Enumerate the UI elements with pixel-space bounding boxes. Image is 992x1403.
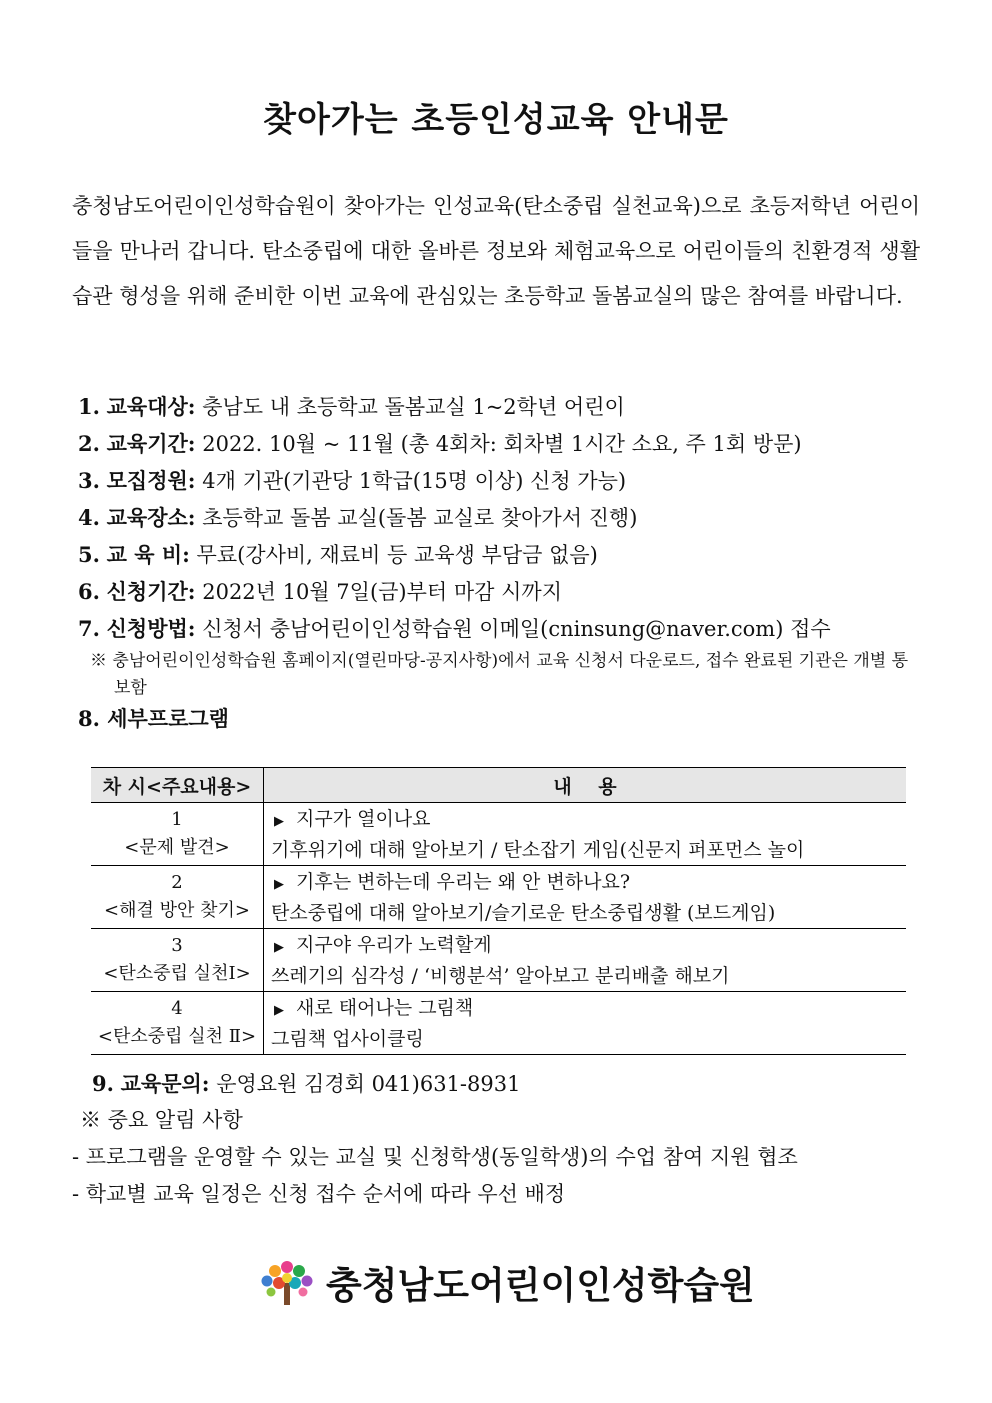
activity-title: 지구가 열이나요 — [296, 807, 431, 830]
header-content: 내 용 — [264, 768, 907, 803]
activity-desc: 기후위기에 대해 알아보기 / 탄소잡기 게임(신문지 퍼포먼스 놀이 — [271, 838, 805, 861]
item-number: 2. — [78, 431, 100, 456]
info-item-application-period — [78, 573, 958, 610]
activity-desc: 탄소중립에 대해 알아보기/슬기로운 탄소중립생활 (보드게임) — [271, 901, 776, 924]
important-item: - 학교별 교육 일정은 신청 접수 순서에 따라 우선 배정 — [72, 1182, 566, 1206]
item-number: 4. — [78, 505, 100, 530]
item-label: 교육문의: — [120, 1071, 210, 1096]
program-heading: 8. 세부프로그램 — [78, 706, 229, 731]
info-item-target — [78, 388, 958, 425]
info-item-fee — [78, 536, 958, 573]
item-label: 신청기간: — [106, 579, 196, 604]
item-value: 신청서 충남어린이인성학습원 이메일(cninsung@naver.com) 접수 — [202, 617, 831, 641]
activity-title: 기후는 변하는데 우리는 왜 안 변하나요? — [296, 870, 631, 893]
table-row — [91, 929, 906, 992]
program-table — [91, 767, 906, 1055]
triangle-bullet-icon: ▶ — [274, 1002, 284, 1018]
activity-title: 지구야 우리가 노력할게 — [296, 933, 492, 956]
session-topic: <해결 방안 찾기> — [104, 900, 250, 921]
item-number: 6. — [78, 579, 100, 604]
info-item-capacity — [78, 462, 958, 499]
activity-title: 새로 태어나는 그림책 — [296, 996, 474, 1019]
contact-line — [92, 1065, 952, 1102]
item-value: 2022년 10월 7일(금)부터 마감 시까지 — [202, 580, 562, 604]
session-cell — [91, 803, 264, 866]
item-label: 교육대상: — [106, 394, 196, 419]
info-item-period — [78, 425, 958, 462]
item-label: 교육기간: — [106, 431, 196, 456]
item-label: 신청방법: — [106, 616, 196, 641]
table-row — [91, 803, 906, 866]
item-number: 5. — [78, 542, 100, 567]
tree-logo-icon — [258, 1257, 316, 1307]
activity-desc: 쓰레기의 심각성 / ‘비행분석’ 알아보고 분리배출 해보기 — [271, 964, 730, 987]
item-value: 무료(강사비, 재료비 등 교육생 부담금 없음) — [196, 543, 598, 567]
contact-value: 운영요원 김경회 041)631-8931 — [216, 1072, 521, 1096]
session-number: 4 — [171, 998, 183, 1019]
table-header-row — [91, 768, 906, 803]
activity-desc: 그림책 업사이클링 — [271, 1027, 424, 1050]
item-number: 9. — [92, 1071, 114, 1096]
page-title: 찾아가는 초등인성교육 안내문 — [263, 100, 729, 140]
table-row — [91, 866, 906, 929]
triangle-bullet-icon: ▶ — [274, 813, 284, 829]
session-topic: <문제 발견> — [124, 837, 230, 858]
info-item-location — [78, 499, 958, 536]
item-number: 7. — [78, 616, 100, 641]
session-cell — [91, 992, 264, 1055]
session-topic: <탄소중립 실천Ⅰ> — [103, 963, 251, 984]
info-list — [78, 388, 958, 736]
content-cell — [264, 929, 907, 992]
item-label: 모집정원: — [106, 468, 196, 493]
item-number: 1. — [78, 394, 100, 419]
bottom-section — [72, 1065, 952, 1213]
table-row — [91, 992, 906, 1055]
important-item: - 프로그램을 운영할 수 있는 교실 및 신청학생(동일학생)의 수업 참여 지원 협조 — [72, 1145, 798, 1169]
triangle-bullet-icon: ▶ — [274, 876, 284, 892]
session-topic: <탄소중립 실천 Ⅱ> — [97, 1026, 257, 1047]
content-cell — [264, 866, 907, 929]
session-number: 2 — [171, 872, 183, 893]
header-session: 차 시<주요내용> — [91, 768, 264, 803]
item-value: 2022. 10월 ~ 11월 (총 4회차: 회차별 1시간 소요, 주 1회 방문) — [202, 432, 802, 456]
item-value: 충남도 내 초등학교 돌봄교실 1~2학년 어린이 — [202, 395, 625, 419]
item-value: 4개 기관(기관당 1학급(15명 이상) 신청 가능) — [202, 469, 627, 493]
info-item-application-method — [78, 610, 958, 647]
item-label: 교 육 비: — [106, 542, 190, 567]
session-cell — [91, 929, 264, 992]
item-value: 초등학교 돌봄 교실(돌봄 교실로 찾아가서 진행) — [202, 506, 638, 530]
intro-paragraph: 충청남도어린이인성학습원이 찾아가는 인성교육(탄소중립 실천교육)으로 초등저학년 어린이들을 만나러 갑니다. 탄소중립에 대한 올바른 정보와 체험교육으로 어린이들의 친환경적 생활 습관 형성을 위해 준비한 이번 교육에 관심있는 초등학교 돌봄교실의 많은 참여를 바랍니다. — [72, 194, 920, 308]
important-title: ※ 중요 알림 사항 — [80, 1108, 243, 1132]
content-cell — [264, 803, 907, 866]
session-cell — [91, 866, 264, 929]
application-note: ※ 충남어린이인성학습원 홈페이지(열린마당-공지사항)에서 교육 신청서 다운로드, 접수 완료된 기관은 개별 통보함 — [90, 651, 909, 698]
session-number: 3 — [171, 935, 183, 956]
item-number: 3. — [78, 468, 100, 493]
org-name: 충청남도어린이인성학습원 — [326, 1264, 755, 1307]
item-label: 교육장소: — [106, 505, 196, 530]
content-cell — [264, 992, 907, 1055]
triangle-bullet-icon: ▶ — [274, 939, 284, 955]
footer-logo — [258, 1252, 755, 1312]
session-number: 1 — [171, 809, 183, 830]
